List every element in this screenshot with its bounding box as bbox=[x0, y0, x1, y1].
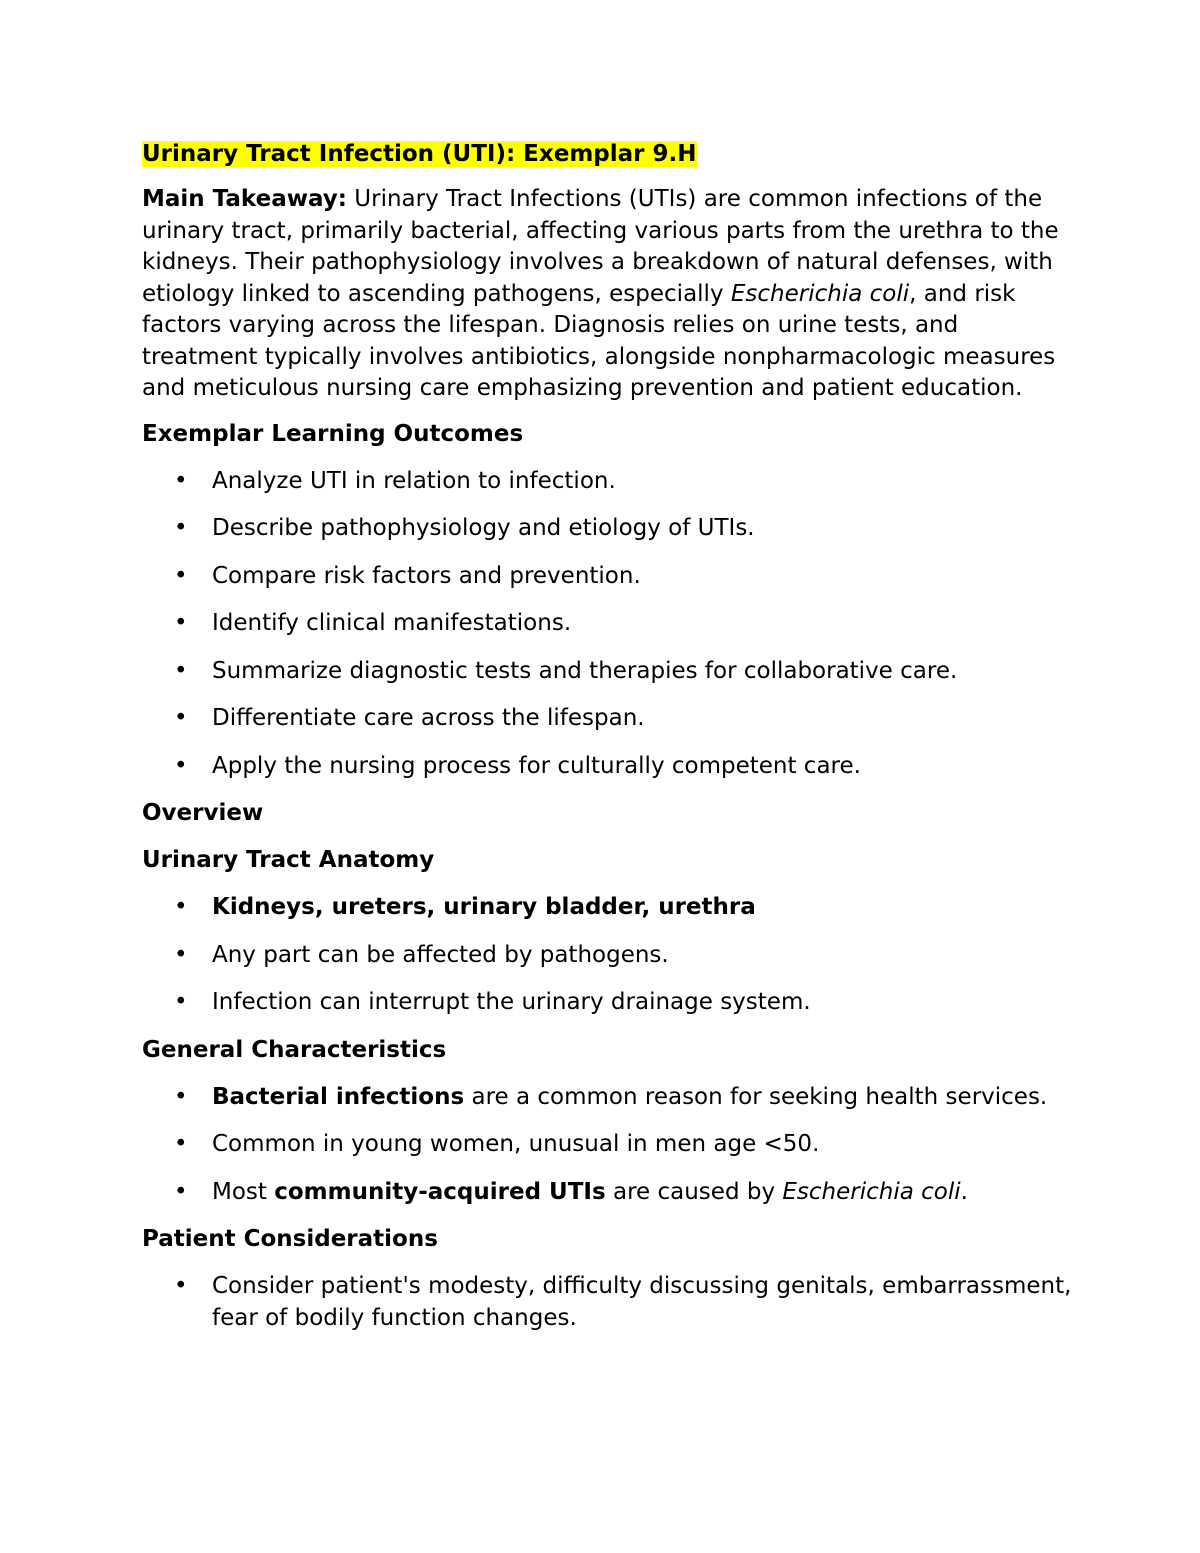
patient-list bbox=[142, 1271, 1072, 1334]
list-item-text: Kidneys, ureters, urinary bladder, urethra bbox=[212, 894, 756, 920]
overview-heading: Overview bbox=[142, 800, 264, 826]
bullet-icon: • bbox=[174, 894, 188, 920]
list-item-text: Summarize diagnostic tests and therapies for collaborative care. bbox=[212, 657, 958, 684]
bullet-icon: • bbox=[174, 1131, 188, 1157]
bullet-icon: • bbox=[174, 1083, 188, 1110]
bullet-icon: • bbox=[174, 562, 188, 589]
list-item bbox=[142, 513, 1072, 545]
list-item-text: are caused by bbox=[605, 1178, 783, 1205]
bullet-icon: • bbox=[174, 989, 188, 1015]
outcomes-list bbox=[142, 466, 1072, 783]
anatomy-list bbox=[142, 892, 1072, 1019]
list-item-text: Identify clinical manifestations. bbox=[212, 610, 572, 636]
list-item-text: Apply the nursing process for culturally competent care. bbox=[212, 752, 861, 779]
bullet-icon: • bbox=[174, 752, 188, 779]
document-title bbox=[142, 138, 1072, 170]
list-item-text: Compare risk factors and prevention. bbox=[212, 562, 641, 589]
bullet-icon: • bbox=[174, 705, 188, 731]
main-takeaway-paragraph bbox=[142, 184, 1072, 405]
list-item bbox=[142, 656, 1072, 688]
list-item-text: Infection can interrupt the urinary drainage system. bbox=[212, 989, 811, 1015]
takeaway-text-a: Urinary Tract Infections (UTIs) are common infections of the urinary tract, primarily bacterial, affecting various parts from the urethra to the kidneys. Their pathophysiology involves a breakdown of natural defenses, with etiology linked to ascending pathogens, especially bbox=[142, 186, 1059, 307]
list-item-text: . bbox=[960, 1178, 968, 1205]
list-item bbox=[142, 1129, 1072, 1161]
list-item-italic: Escherichia coli bbox=[782, 1178, 961, 1205]
list-item-text: Any part can be affected by pathogens. bbox=[212, 941, 669, 968]
list-item-text: Consider patient's modesty, difficulty discussing genitals, embarrassment, fear of bodily function changes. bbox=[212, 1273, 1072, 1331]
bullet-icon: • bbox=[174, 515, 188, 541]
list-item-text: Most bbox=[212, 1178, 275, 1205]
bullet-icon: • bbox=[174, 941, 188, 968]
general-list bbox=[142, 1082, 1072, 1209]
list-item bbox=[142, 751, 1072, 783]
list-item-bold: community-acquired UTIs bbox=[274, 1178, 606, 1205]
anatomy-heading: Urinary Tract Anatomy bbox=[142, 847, 435, 873]
list-item-text: Common in young women, unusual in men age <50. bbox=[212, 1131, 820, 1157]
list-item bbox=[142, 987, 1072, 1019]
bullet-icon: • bbox=[174, 657, 188, 684]
list-item bbox=[142, 1177, 1072, 1209]
takeaway-italic-organism: Escherichia coli bbox=[730, 280, 910, 307]
outcomes-heading: Exemplar Learning Outcomes bbox=[142, 420, 524, 447]
list-item-text: Differentiate care across the lifespan. bbox=[212, 705, 645, 731]
bullet-icon: • bbox=[174, 1273, 188, 1299]
list-item bbox=[142, 561, 1072, 593]
list-item-bold: Bacterial infections bbox=[212, 1083, 465, 1110]
document-page bbox=[142, 138, 1072, 1350]
list-item bbox=[142, 892, 1072, 924]
title-highlight: Urinary Tract Infection (UTI): Exemplar 9.H bbox=[142, 141, 697, 167]
takeaway-text-b: , and risk factors varying across the lifespan. Diagnosis relies on urine tests, and treatment typically involves antibiotics, alongside nonpharmacologic measures and meticulous nursing care emphasizing prevention and patient education. bbox=[142, 280, 1056, 401]
list-item-text: Analyze UTI in relation to infection. bbox=[212, 467, 616, 494]
list-item bbox=[142, 703, 1072, 735]
general-heading: General Characteristics bbox=[142, 1036, 447, 1063]
bullet-icon: • bbox=[174, 467, 188, 494]
takeaway-label: Main Takeaway: bbox=[142, 186, 347, 212]
bullet-icon: • bbox=[174, 610, 188, 636]
list-item bbox=[142, 1271, 1072, 1334]
list-item bbox=[142, 466, 1072, 498]
patient-heading: Patient Considerations bbox=[142, 1226, 438, 1252]
list-item-text: are a common reason for seeking health services. bbox=[464, 1083, 1048, 1110]
list-item bbox=[142, 608, 1072, 640]
list-item bbox=[142, 1082, 1072, 1114]
list-item-text: Describe pathophysiology and etiology of UTIs. bbox=[212, 515, 755, 541]
bullet-icon: • bbox=[174, 1178, 188, 1205]
list-item bbox=[142, 940, 1072, 972]
